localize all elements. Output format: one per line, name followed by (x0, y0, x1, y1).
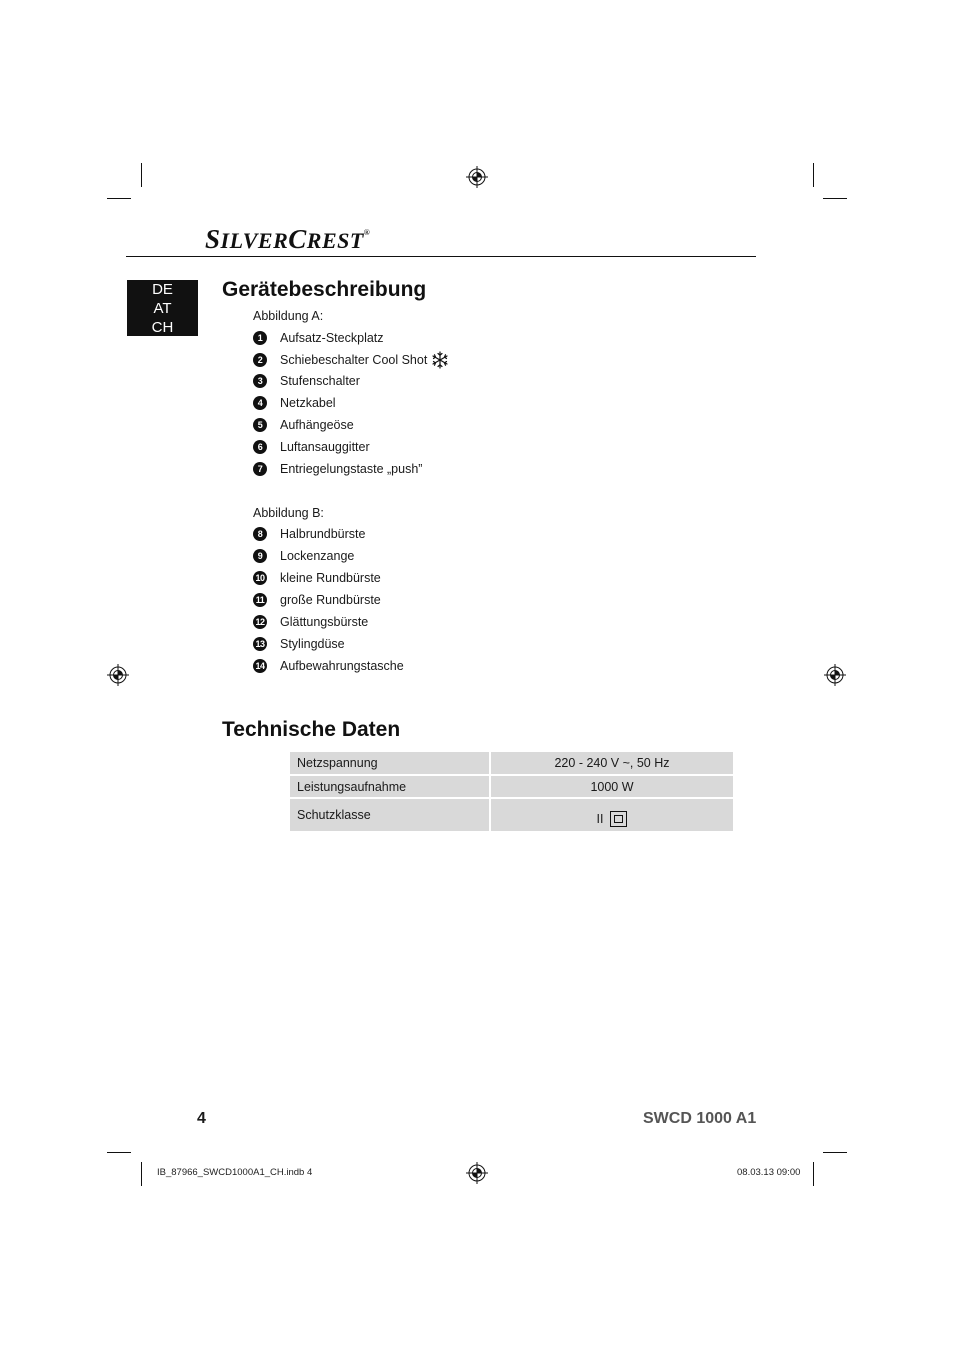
item-number: 13 (253, 637, 267, 651)
item-label: Entriegelungstaste „push” (280, 462, 423, 476)
item-label: Lockenzange (280, 549, 355, 563)
list-item (253, 460, 422, 478)
table-row (290, 776, 733, 797)
language-code: CH (151, 319, 174, 336)
list-item (253, 569, 381, 587)
figure-b-label: Abbildung B: (253, 506, 324, 520)
section-title-specs: Technische Daten (222, 718, 401, 741)
page-number: 4 (197, 1110, 206, 1127)
list-item (253, 329, 384, 347)
item-label: Luftansauggitter (280, 440, 370, 454)
item-number: 5 (253, 418, 267, 432)
item-label: Aufbewahrungstasche (280, 659, 404, 673)
item-number: 9 (253, 549, 267, 563)
item-label: Glättungsbürste (280, 615, 369, 629)
protection-class-ii-icon (610, 811, 627, 827)
figure-a-label: Abbildung A: (253, 309, 324, 323)
list-item (253, 657, 404, 675)
list-item (253, 591, 381, 609)
item-number: 14 (253, 659, 267, 673)
item-label: Aufsatz-Steckplatz (280, 331, 384, 345)
list-item (253, 613, 368, 631)
crop-mark (823, 1152, 847, 1153)
crop-mark (141, 163, 142, 187)
item-label: Stufenschalter (280, 374, 360, 388)
table-cell-label: Netzspannung (290, 752, 489, 774)
table-cell-label: Leistungsaufnahme (290, 776, 489, 797)
item-number: 4 (253, 396, 267, 410)
crop-mark (107, 198, 131, 199)
header-rule (126, 256, 756, 257)
item-label: große Rundbürste (280, 593, 381, 607)
crop-mark (813, 163, 814, 187)
item-label: Stylingdüse (280, 637, 345, 651)
language-code: AT (153, 300, 172, 317)
model-number: SWCD 1000 A1 (643, 1110, 757, 1127)
list-item (253, 416, 354, 434)
item-number: 3 (253, 374, 267, 388)
crop-mark (823, 198, 847, 199)
item-label: kleine Rundbürste (280, 571, 381, 585)
item-label: Schiebeschalter Cool Shot (280, 353, 428, 367)
item-number: 11 (253, 593, 267, 607)
list-item (253, 635, 345, 653)
item-number: 7 (253, 462, 267, 476)
language-tab (127, 280, 198, 336)
registration-mark-icon (824, 664, 846, 686)
item-label: Netzkabel (280, 396, 336, 410)
crop-mark (107, 1152, 131, 1153)
item-number: 8 (253, 527, 267, 541)
item-label: Aufhängeöse (280, 418, 354, 432)
list-item (253, 438, 370, 456)
table-cell-label: Schutzklasse (290, 799, 489, 831)
language-code: DE (152, 281, 173, 298)
item-number: 6 (253, 440, 267, 454)
crop-mark (141, 1162, 142, 1186)
table-cell-value: 1000 W (491, 776, 733, 797)
brand-logo: SILVERCREST® (205, 224, 371, 254)
item-number: 2 (253, 353, 267, 367)
table-cell-value (491, 799, 733, 831)
table-row (290, 752, 733, 774)
table-row (290, 799, 733, 831)
list-item (253, 372, 360, 390)
slug-date: 08.03.13 09:00 (737, 1167, 801, 1178)
list-item (253, 547, 354, 565)
registration-mark-icon (107, 664, 129, 686)
table-cell-value: 220 - 240 V ~, 50 Hz (491, 752, 733, 774)
item-label: Halbrundbürste (280, 527, 366, 541)
list-item (253, 394, 336, 412)
list-item (253, 351, 449, 369)
list-item (253, 525, 365, 543)
section-title-description: Gerätebeschreibung (222, 278, 427, 301)
crop-mark (813, 1162, 814, 1186)
item-number: 1 (253, 331, 267, 345)
protection-class-text: II (596, 812, 604, 826)
snowflake-icon (431, 351, 449, 369)
registration-mark-icon (466, 166, 488, 188)
registration-mark-icon (466, 1162, 488, 1184)
item-number: 12 (253, 615, 267, 629)
slug-file: IB_87966_SWCD1000A1_CH.indb 4 (157, 1167, 313, 1178)
item-number: 10 (253, 571, 267, 585)
